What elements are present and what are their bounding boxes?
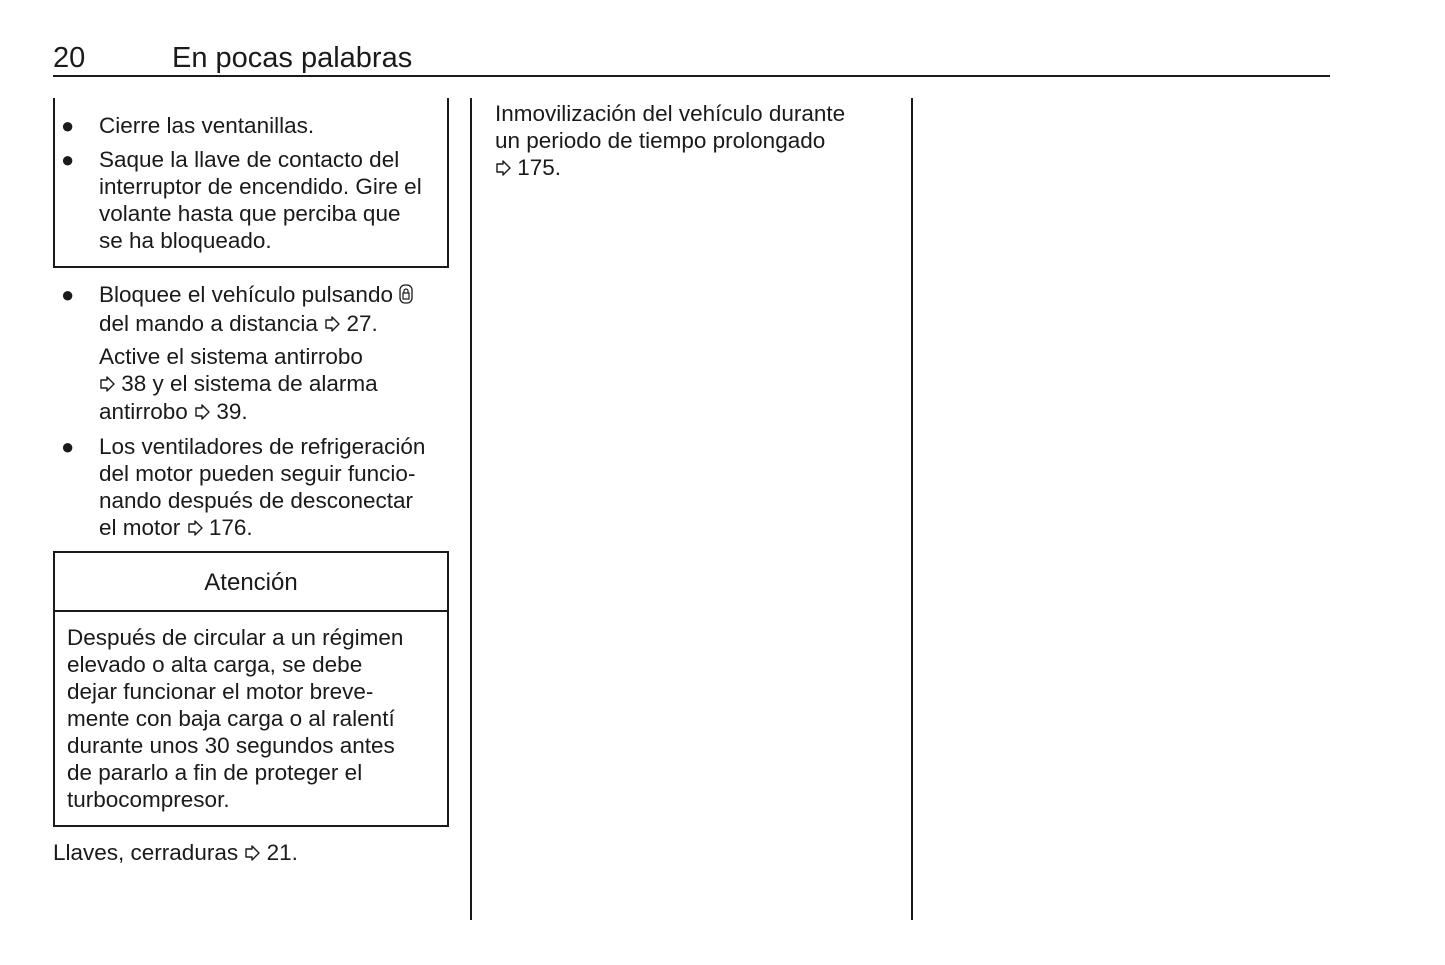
list-item-text: Cierre las ventanillas. (99, 113, 315, 138)
reference-arrow-icon (324, 311, 340, 338)
cross-reference (53, 839, 298, 867)
list-item-line: Los ventiladores de refrigeración (99, 434, 426, 459)
reference-arrow-icon (187, 515, 203, 542)
attention-line: Después de circular a un régimen (67, 625, 404, 650)
attention-line: dejar funcionar el motor breve- (67, 679, 374, 704)
list-item-text: Saque la llave de contacto del interruptor de encendido. Gire el volante hasta que perciba que se ha bloqueado. (99, 147, 422, 253)
subtext-line: Active el sistema antirrobo (99, 344, 363, 369)
cross-reference-text: Inmovilización del vehículo durante (495, 101, 846, 126)
attention-heading: Atención (55, 553, 447, 612)
cross-reference-text: Llaves, cerraduras (53, 840, 239, 865)
page-number: 20 (53, 42, 86, 74)
subtext-line: antirrobo (99, 399, 188, 424)
bullet-icon: ● (61, 147, 75, 172)
page-reference[interactable]: 27. (346, 311, 378, 336)
list-item (53, 146, 433, 254)
page-reference[interactable]: 39. (216, 399, 248, 424)
cross-reference (495, 100, 895, 182)
page-reference[interactable]: 38 y el sistema de alarma (121, 371, 378, 396)
list-item-text: del mando a distancia (99, 311, 318, 336)
list-item (53, 281, 448, 338)
page-title: En pocas palabras (172, 42, 413, 74)
list-item (53, 112, 448, 139)
attention-line: de pararlo a fin de proteger el (67, 760, 363, 785)
column-divider-right (911, 98, 913, 920)
reference-arrow-icon (99, 371, 115, 398)
cross-reference-text: un periodo de tiempo prolongado (495, 128, 826, 153)
list-item-text: Bloquee el vehículo pulsando (99, 282, 393, 307)
reference-arrow-icon (194, 399, 210, 426)
page-reference[interactable]: 175. (517, 155, 562, 180)
bullet-icon: ● (61, 113, 75, 138)
attention-line: elevado o alta carga, se debe (67, 652, 363, 677)
list-item-line: nando después de desconectar (99, 488, 413, 513)
bullet-icon: ● (61, 434, 75, 459)
attention-body (55, 612, 447, 813)
reference-arrow-icon (495, 155, 511, 182)
column-divider-left (470, 98, 472, 920)
lock-button-icon (399, 283, 413, 310)
attention-line: turbocompresor. (67, 787, 230, 812)
header-rule (53, 75, 1330, 77)
attention-box (53, 551, 449, 827)
attention-line: mente con baja carga o al ralentí (67, 706, 395, 731)
reference-arrow-icon (244, 840, 260, 867)
bullet-icon: ● (61, 282, 75, 307)
list-item-line: del motor pueden seguir funcio- (99, 461, 416, 486)
list-item (53, 433, 453, 542)
list-item-subtext (99, 343, 444, 426)
page-reference[interactable]: 176. (208, 515, 253, 540)
list-item-line: el motor (99, 515, 181, 540)
page-reference[interactable]: 21. (266, 840, 298, 865)
attention-line: durante unos 30 segundos antes (67, 733, 395, 758)
